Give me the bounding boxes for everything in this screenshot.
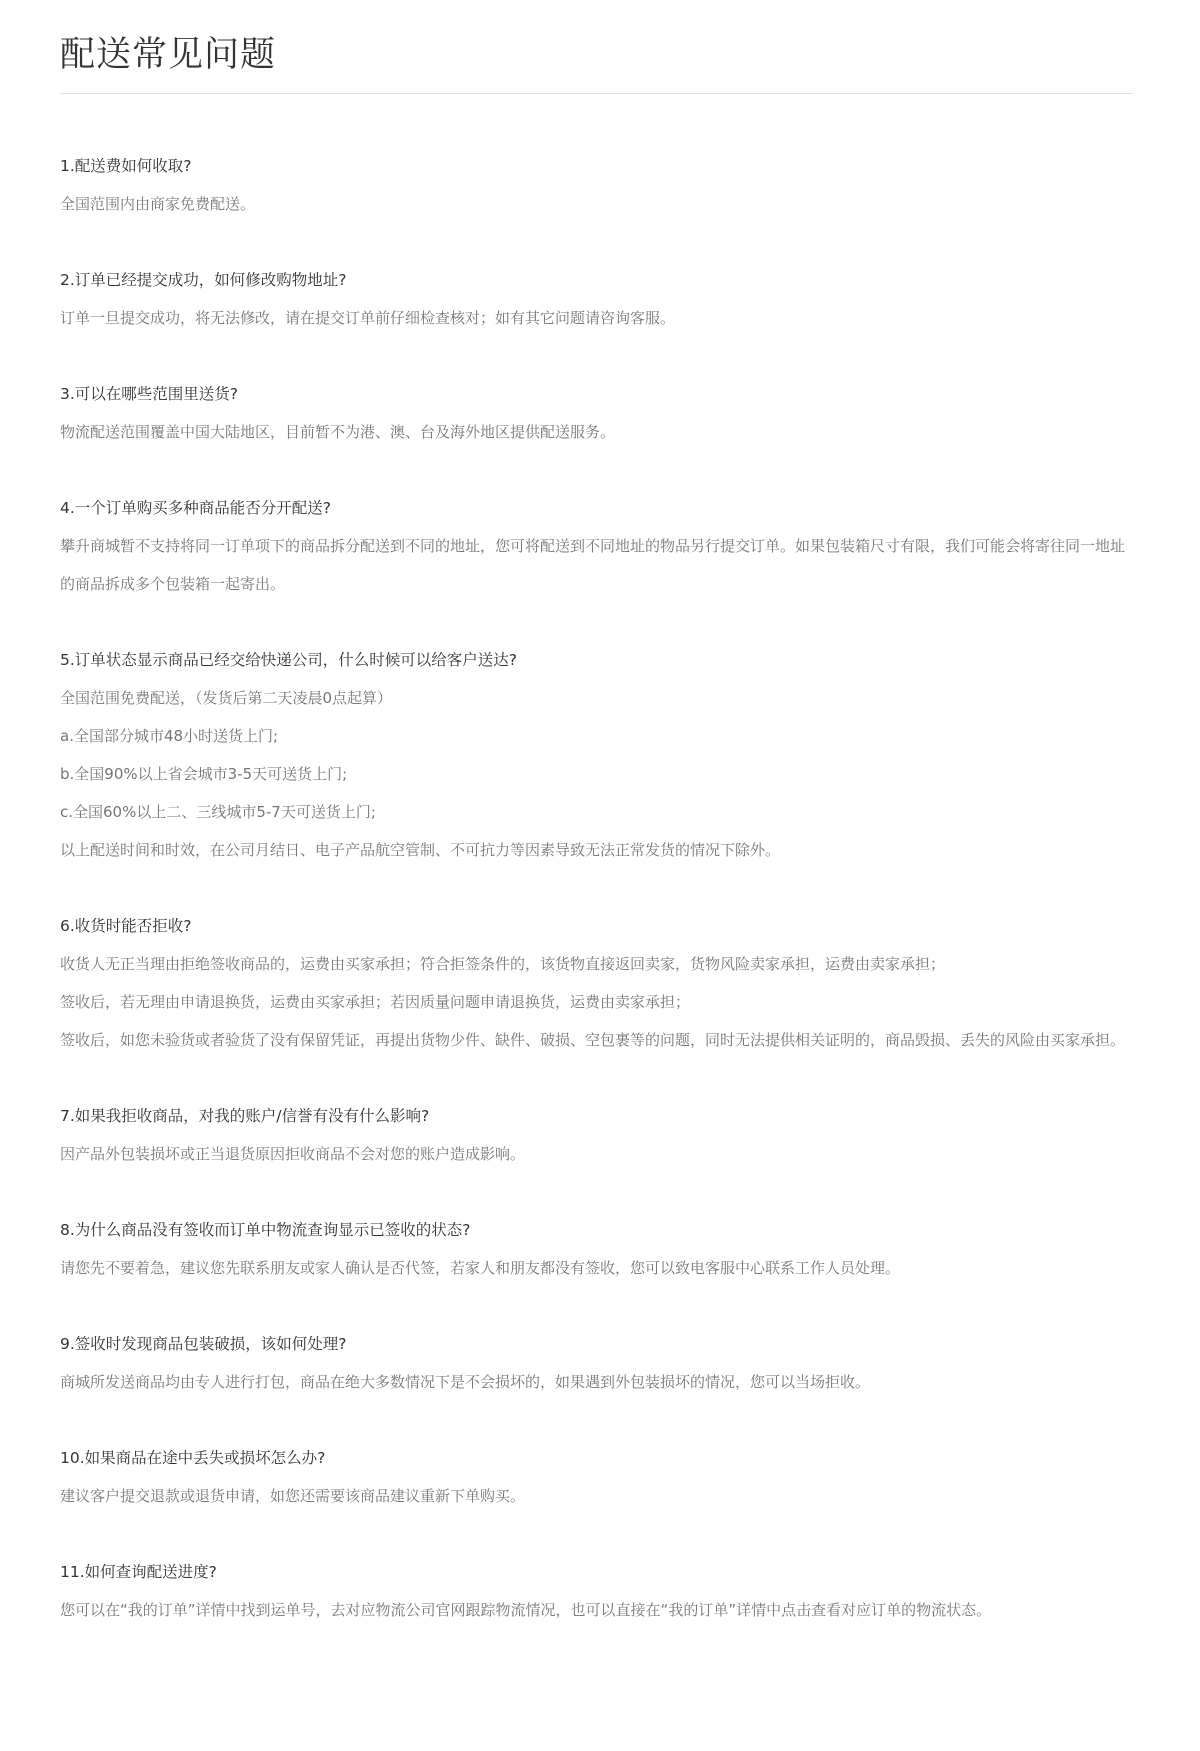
faq-item [60, 907, 1133, 1059]
faq-question: 10.如果商品在途中丢失或损坏怎么办? [60, 1449, 326, 1467]
faq-item [60, 1439, 1133, 1515]
faq-answer: 您可以在“我的订单”详情中找到运单号，去对应物流公司官网跟踪物流情况，也可以直接在“我的订单”详情中点击查看对应订单的物流状态。 [60, 1601, 992, 1619]
faq-answer: 以上配送时间和时效，在公司月结日、电子产品航空管制、不可抗力等因素导致无法正常发货的情况下除外。 [60, 841, 781, 859]
faq-question: 6.收货时能否拒收? [60, 917, 192, 935]
faq-question: 11.如何查询配送进度? [60, 1563, 217, 1581]
faq-question: 4.一个订单购买多种商品能否分开配送? [60, 499, 332, 517]
faq-question: 3.可以在哪些范围里送货? [60, 385, 239, 403]
faq-question: 7.如果我拒收商品，对我的账户/信誉有没有什么影响? [60, 1107, 430, 1125]
faq-answer: b.全国90%以上省会城市3-5天可送货上门; [60, 765, 348, 783]
faq-answer: 全国范围免费配送，（发货后第二天凌晨0点起算） [60, 689, 393, 707]
faq-spacer [60, 869, 1133, 907]
faq-spacer [60, 223, 1133, 261]
faq-item [60, 261, 1133, 337]
faq-spacer [60, 451, 1133, 489]
faq-answer: 签收后，如您未验货或者验货了没有保留凭证，再提出货物少件、缺件、破损、空包裹等的问题，同时无法提供相关证明的，商品毁损、丢失的风险由买家承担。 [60, 1031, 1126, 1049]
faq-answer: 商城所发送商品均由专人进行打包，商品在绝大多数情况下是不会损坏的，如果遇到外包装损坏的情况，您可以当场拒收。 [60, 1373, 871, 1391]
faq-item [60, 1325, 1133, 1401]
faq-item [60, 489, 1133, 603]
faq-question: 2.订单已经提交成功，如何修改购物地址? [60, 271, 347, 289]
faq-list [60, 147, 1133, 1629]
faq-answer: 因产品外包装损坏或正当退货原因拒收商品不会对您的账户造成影响。 [60, 1145, 526, 1163]
faq-item [60, 1097, 1133, 1173]
faq-spacer [60, 603, 1133, 641]
faq-item [60, 1211, 1133, 1287]
faq-answer: 签收后，若无理由申请退换货，运费由买家承担；若因质量问题申请退换货，运费由卖家承担； [60, 993, 691, 1011]
faq-answer: 物流配送范围覆盖中国大陆地区，目前暂不为港、澳、台及海外地区提供配送服务。 [60, 423, 616, 441]
faq-answer: 订单一旦提交成功，将无法修改，请在提交订单前仔细检查核对；如有其它问题请咨询客服。 [60, 309, 676, 327]
faq-spacer [60, 337, 1133, 375]
faq-answer: 请您先不要着急，建议您先联系朋友或家人确认是否代签，若家人和朋友都没有签收，您可以致电客服中心联系工作人员处理。 [60, 1259, 901, 1277]
faq-answer: 收货人无正当理由拒绝签收商品的，运费由买家承担；符合拒签条件的，该货物直接返回卖家，货物风险卖家承担，运费由卖家承担； [60, 955, 946, 973]
faq-item [60, 147, 1133, 223]
faq-item [60, 641, 1133, 869]
faq-spacer [60, 1515, 1133, 1553]
faq-spacer [60, 1401, 1133, 1439]
faq-answer: c.全国60%以上二、三线城市5-7天可送货上门; [60, 803, 376, 821]
faq-spacer [60, 1287, 1133, 1325]
faq-question: 5.订单状态显示商品已经交给快递公司，什么时候可以给客户送达? [60, 651, 518, 669]
page-title: 配送常见问题 [60, 35, 277, 75]
faq-question: 8.为什么商品没有签收而订单中物流查询显示已签收的状态? [60, 1221, 471, 1239]
faq-answer: 攀升商城暂不支持将同一订单项下的商品拆分配送到不同的地址，您可将配送到不同地址的物品另行提交订单。如果包装箱尺寸有限，我们可能会将寄往同一地址的商品拆成多个包装箱一起寄出。 [60, 537, 1126, 593]
faq-answer: 建议客户提交退款或退货申请，如您还需要该商品建议重新下单购买。 [60, 1487, 526, 1505]
faq-question: 9.签收时发现商品包装破损，该如何处理? [60, 1335, 347, 1353]
faq-item [60, 375, 1133, 451]
top-spacer [60, 94, 1133, 147]
faq-answer: a.全国部分城市48小时送货上门; [60, 727, 279, 745]
faq-spacer [60, 1059, 1133, 1097]
faq-item [60, 1553, 1133, 1629]
faq-spacer [60, 1173, 1133, 1211]
faq-question: 1.配送费如何收取? [60, 157, 192, 175]
faq-answer: 全国范围内由商家免费配送。 [60, 195, 256, 213]
